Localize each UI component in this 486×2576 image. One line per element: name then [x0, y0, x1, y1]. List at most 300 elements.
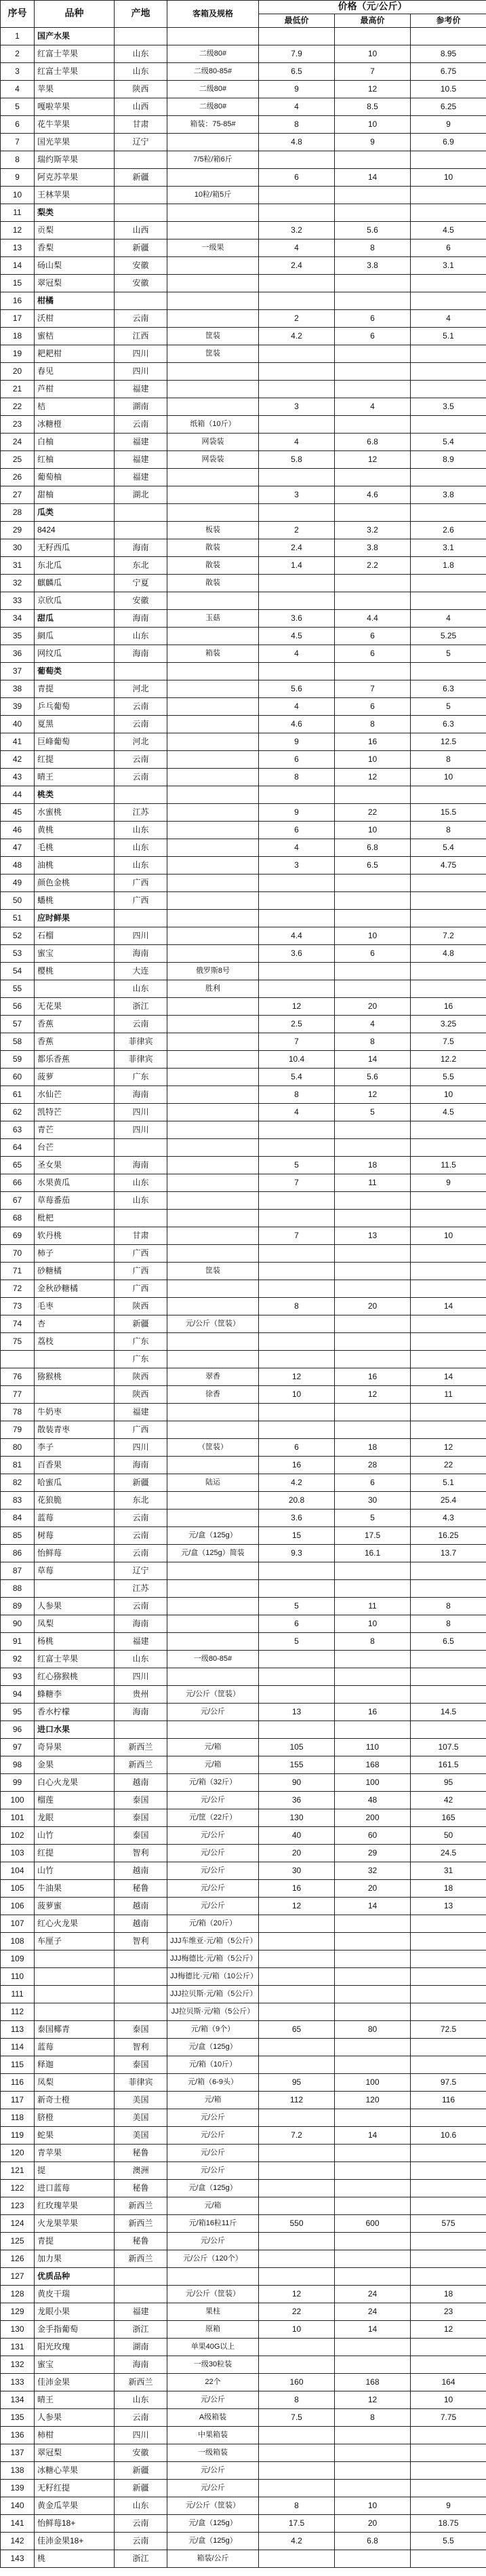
row-spec [167, 28, 259, 45]
row-number: 107 [1, 1915, 35, 1933]
row-number: 11 [1, 204, 35, 222]
table-row [1, 839, 486, 857]
row-origin: 大连 [115, 963, 167, 980]
row-max-price: 6.8 [335, 434, 411, 451]
row-spec: 元/盒（125g） [167, 2515, 259, 2533]
row-min-price: 8 [259, 1298, 335, 1315]
row-origin: 新西兰 [115, 2197, 167, 2215]
row-ref-price [411, 963, 486, 980]
category-row [1, 292, 486, 310]
table-row [1, 1016, 486, 1033]
row-spec: 玉菇 [167, 610, 259, 628]
row-number: 6 [1, 116, 35, 134]
table-row [1, 1827, 486, 1845]
table-row [1, 239, 486, 257]
row-max-price: 16 [335, 1368, 411, 1386]
row-ref-price: 3.8 [411, 486, 486, 504]
row-min-price [259, 910, 335, 927]
row-origin: 山东 [115, 2497, 167, 2515]
row-origin: 河北 [115, 680, 167, 698]
table-row [1, 2533, 486, 2550]
row-max-price [335, 2162, 411, 2180]
row-spec: 一级30粒装 [167, 2356, 259, 2374]
row-origin: 江苏 [115, 804, 167, 822]
table-row [1, 2180, 486, 2197]
row-max-price: 8 [335, 239, 411, 257]
row-name: 国产水果 [35, 28, 115, 45]
row-number: 27 [1, 486, 35, 504]
row-max-price: 8 [335, 2409, 411, 2427]
row-min-price [259, 504, 335, 522]
row-min-price [259, 1280, 335, 1298]
row-ref-price [411, 1210, 486, 1227]
row-origin: 山东 [115, 45, 167, 63]
row-max-price: 3.8 [335, 539, 411, 557]
row-ref-price [411, 469, 486, 486]
row-spec: 二级80# [167, 45, 259, 63]
row-name: 怡鲜莓 [35, 1545, 115, 1562]
row-ref-price [411, 2003, 486, 2021]
row-number: 35 [1, 628, 35, 645]
row-number [1, 1351, 35, 1368]
table-row [1, 1157, 486, 1174]
row-spec [167, 698, 259, 716]
row-max-price [335, 1315, 411, 1333]
row-ref-price: 11.5 [411, 1157, 486, 1174]
row-spec [167, 1404, 259, 1421]
row-name: 夏黑 [35, 716, 115, 733]
row-max-price: 12 [335, 1086, 411, 1104]
row-origin: 广东 [115, 1333, 167, 1351]
row-ref-price [411, 1121, 486, 1139]
row-ref-price [411, 874, 486, 892]
table-row [1, 2409, 486, 2427]
row-min-price: 17.5 [259, 2515, 335, 2533]
row-spec: 元/箱（10斤） [167, 2056, 259, 2074]
row-origin: 海南 [115, 539, 167, 557]
row-number: 67 [1, 1192, 35, 1210]
row-number: 77 [1, 1386, 35, 1404]
row-min-price: 7.5 [259, 2409, 335, 2427]
row-ref-price: 10.5 [411, 81, 486, 98]
table-row [1, 1492, 486, 1510]
row-name: 蜜宝 [35, 2356, 115, 2374]
row-min-price: 8 [259, 2391, 335, 2409]
table-row [1, 539, 486, 557]
row-origin: 山东 [115, 63, 167, 81]
row-number: 121 [1, 2162, 35, 2180]
row-ref-price: 5.5 [411, 1069, 486, 1086]
row-origin: 新疆 [115, 1315, 167, 1333]
row-origin [115, 292, 167, 310]
table-row [1, 1950, 486, 1968]
row-origin: 福建 [115, 469, 167, 486]
row-min-price [259, 363, 335, 381]
row-origin: 四川 [115, 1121, 167, 1139]
row-max-price: 200 [335, 1809, 411, 1827]
row-name: 柑橘 [35, 292, 115, 310]
row-min-price: 30 [259, 1862, 335, 1880]
row-number: 138 [1, 2462, 35, 2480]
row-max-price: 28 [335, 1457, 411, 1474]
row-max-price: 6.8 [335, 839, 411, 857]
row-max-price [335, 1404, 411, 1421]
row-ref-price: 4.3 [411, 1510, 486, 1527]
row-max-price [335, 275, 411, 292]
row-origin: 云南 [115, 310, 167, 328]
row-origin [115, 1950, 167, 1968]
row-origin [115, 504, 167, 522]
row-name [35, 1351, 115, 1368]
table-row [1, 1915, 486, 1933]
row-max-price [335, 1421, 411, 1439]
row-spec [167, 1580, 259, 1598]
row-origin: 海南 [115, 610, 167, 628]
row-name: 蛇果 [35, 2127, 115, 2145]
row-ref-price: 4 [411, 310, 486, 328]
row-max-price [335, 2427, 411, 2444]
row-spec [167, 733, 259, 751]
row-origin: 秘鲁 [115, 2233, 167, 2250]
row-name: 瑞约斯苹果 [35, 151, 115, 169]
row-spec [167, 1104, 259, 1121]
row-name: 毛枣 [35, 1298, 115, 1315]
table-row [1, 963, 486, 980]
row-min-price: 2 [259, 310, 335, 328]
row-max-price [335, 363, 411, 381]
row-number: 24 [1, 434, 35, 451]
row-origin: 宁夏 [115, 575, 167, 592]
row-origin [115, 1139, 167, 1157]
table-row [1, 1862, 486, 1880]
row-max-price: 12 [335, 769, 411, 786]
row-origin: 云南 [115, 769, 167, 786]
row-name: 香水柠檬 [35, 1704, 115, 1721]
table-row [1, 1139, 486, 1157]
row-name: 牛油果 [35, 1880, 115, 1898]
table-body [1, 28, 486, 2568]
table-row [1, 1386, 486, 1404]
row-name: 脐橙 [35, 2109, 115, 2127]
row-origin: 智利 [115, 2039, 167, 2056]
row-spec: 网袋装 [167, 434, 259, 451]
table-row [1, 328, 486, 345]
row-ref-price [411, 2427, 486, 2444]
row-number: 29 [1, 522, 35, 539]
row-min-price: 3 [259, 398, 335, 416]
row-ref-price: 9 [411, 2497, 486, 2515]
row-number: 103 [1, 1845, 35, 1862]
row-name: 火龙果苹果 [35, 2215, 115, 2233]
row-origin: 福建 [115, 1633, 167, 1651]
row-origin: 广西 [115, 874, 167, 892]
row-number: 117 [1, 2092, 35, 2109]
row-origin: 海南 [115, 645, 167, 663]
table-row [1, 1686, 486, 1704]
row-spec [167, 381, 259, 398]
row-spec [167, 892, 259, 910]
row-name: 榴莲 [35, 1792, 115, 1809]
row-number: 43 [1, 769, 35, 786]
row-number: 15 [1, 275, 35, 292]
row-number: 55 [1, 980, 35, 998]
row-max-price: 12 [335, 451, 411, 469]
row-ref-price [411, 2550, 486, 2568]
table-row [1, 451, 486, 469]
row-min-price: 4.5 [259, 628, 335, 645]
row-number: 111 [1, 1986, 35, 2003]
row-number: 130 [1, 2321, 35, 2339]
row-name: 乒乓葡萄 [35, 698, 115, 716]
row-number: 106 [1, 1898, 35, 1915]
table-row [1, 680, 486, 698]
row-spec [167, 839, 259, 857]
row-max-price: 20 [335, 1298, 411, 1315]
row-ref-price [411, 786, 486, 804]
row-spec [167, 257, 259, 275]
row-origin: 云南 [115, 2409, 167, 2427]
row-origin: 海南 [115, 1086, 167, 1104]
row-ref-price: 9 [411, 116, 486, 134]
row-name: 蜜宝 [35, 945, 115, 963]
table-row [1, 698, 486, 716]
row-number: 57 [1, 1016, 35, 1033]
row-name: 金果 [35, 1756, 115, 1774]
row-ref-price: 8 [411, 822, 486, 839]
row-max-price [335, 2233, 411, 2250]
row-ref-price: 14 [411, 1298, 486, 1315]
row-origin: 山东 [115, 2391, 167, 2409]
row-name: 柿子 [35, 1245, 115, 1263]
row-max-price: 168 [335, 1756, 411, 1774]
row-ref-price [411, 1950, 486, 1968]
row-ref-price: 6.5 [411, 1633, 486, 1651]
row-number: 71 [1, 1263, 35, 1280]
row-origin: 新西兰 [115, 1756, 167, 1774]
row-number: 94 [1, 1686, 35, 1704]
row-origin: 越南 [115, 1862, 167, 1880]
row-origin: 菲律宾 [115, 1033, 167, 1051]
table-row [1, 522, 486, 539]
row-number: 115 [1, 2056, 35, 2074]
row-spec [167, 628, 259, 645]
row-name: 瓜类 [35, 504, 115, 522]
row-number: 129 [1, 2303, 35, 2321]
table-row [1, 2092, 486, 2109]
row-origin: 澳洲 [115, 2162, 167, 2180]
row-ref-price: 97.5 [411, 2074, 486, 2092]
row-spec [167, 1492, 259, 1510]
row-min-price: 4.6 [259, 716, 335, 733]
row-spec [167, 169, 259, 187]
row-spec: 元/公斤 [167, 1792, 259, 1809]
row-number: 50 [1, 892, 35, 910]
row-origin: 云南 [115, 1510, 167, 1527]
row-min-price: 6 [259, 169, 335, 187]
row-name: 苹果 [35, 81, 115, 98]
table-row [1, 2127, 486, 2145]
row-spec: 元/箱 [167, 2092, 259, 2109]
row-min-price: 8 [259, 769, 335, 786]
row-spec [167, 222, 259, 239]
row-min-price: 4 [259, 839, 335, 857]
row-min-price: 7.2 [259, 2127, 335, 2145]
row-min-price [259, 1192, 335, 1210]
row-min-price [259, 1121, 335, 1139]
row-spec: 箱装 [167, 645, 259, 663]
row-name: 无籽西瓜 [35, 539, 115, 557]
row-name: 荔枝 [35, 1333, 115, 1351]
row-spec: 二级80-85# [167, 63, 259, 81]
row-min-price: 155 [259, 1756, 335, 1774]
table-row [1, 2250, 486, 2268]
row-ref-price: 23 [411, 2303, 486, 2321]
row-ref-price [411, 416, 486, 434]
row-spec: （筐装） [167, 1439, 259, 1457]
row-max-price: 6 [335, 645, 411, 663]
row-ref-price [411, 1280, 486, 1298]
row-max-price [335, 2356, 411, 2374]
row-origin: 泰国 [115, 1809, 167, 1827]
row-name: 猕猴桃 [35, 1368, 115, 1386]
row-max-price: 4.4 [335, 610, 411, 628]
row-spec: 元/公斤 [167, 2109, 259, 2127]
row-ref-price: 161.5 [411, 1756, 486, 1774]
row-origin: 浙江 [115, 2550, 167, 2568]
row-name [35, 1986, 115, 2003]
row-min-price [259, 1263, 335, 1280]
row-spec: 筐装 [167, 345, 259, 363]
row-spec: 胜利 [167, 980, 259, 998]
row-max-price: 6 [335, 1474, 411, 1492]
row-min-price: 4 [259, 698, 335, 716]
row-min-price: 15 [259, 1527, 335, 1545]
row-max-price [335, 1651, 411, 1668]
row-name: 草莓番茄 [35, 1192, 115, 1210]
row-name: 冰糖橙 [35, 416, 115, 434]
row-origin: 广西 [115, 1280, 167, 1298]
row-max-price: 6 [335, 328, 411, 345]
row-spec [167, 1668, 259, 1686]
row-spec: 元/盒（125g） [167, 2180, 259, 2197]
row-number: 75 [1, 1333, 35, 1351]
row-min-price: 7 [259, 1227, 335, 1245]
row-name: 凤梨 [35, 2074, 115, 2092]
table-row [1, 310, 486, 328]
table-row [1, 363, 486, 381]
row-spec: 元/公斤 [167, 2462, 259, 2480]
row-number: 42 [1, 751, 35, 769]
row-min-price: 105 [259, 1739, 335, 1756]
row-origin [115, 2268, 167, 2286]
row-number: 73 [1, 1298, 35, 1315]
row-origin: 山东 [115, 1192, 167, 1210]
table-row [1, 381, 486, 398]
table-row [1, 187, 486, 204]
row-min-price [259, 292, 335, 310]
row-name: 網瓜 [35, 628, 115, 645]
row-min-price: 36 [259, 1792, 335, 1809]
row-origin: 四川 [115, 1668, 167, 1686]
row-ref-price [411, 2268, 486, 2286]
row-name: 巨峰葡萄 [35, 733, 115, 751]
row-min-price: 95 [259, 2074, 335, 2092]
table-row [1, 1545, 486, 1562]
row-min-price [259, 786, 335, 804]
row-spec [167, 1457, 259, 1474]
row-max-price: 10 [335, 822, 411, 839]
table-row [1, 416, 486, 434]
row-spec [167, 751, 259, 769]
table-row [1, 398, 486, 416]
category-row [1, 2268, 486, 2286]
row-max-price [335, 786, 411, 804]
row-ref-price: 5.4 [411, 434, 486, 451]
row-number: 93 [1, 1668, 35, 1686]
row-number: 58 [1, 1033, 35, 1051]
row-spec: 元/公斤（筐装） [167, 1315, 259, 1333]
row-spec: 散装 [167, 539, 259, 557]
table-row [1, 2197, 486, 2215]
row-max-price [335, 1245, 411, 1263]
row-spec [167, 1051, 259, 1069]
row-spec [167, 857, 259, 874]
row-min-price: 6 [259, 751, 335, 769]
row-max-price [335, 2039, 411, 2056]
row-spec [167, 786, 259, 804]
row-max-price: 3.2 [335, 522, 411, 539]
row-origin: 泰国 [115, 1827, 167, 1845]
row-name: 红富士苹果 [35, 1651, 115, 1668]
table-row [1, 2462, 486, 2480]
row-name: 菠萝蜜 [35, 1898, 115, 1915]
row-origin: 河北 [115, 733, 167, 751]
row-name: 王林苹果 [35, 187, 115, 204]
row-spec: 筐装 [167, 1263, 259, 1280]
row-min-price: 16 [259, 1457, 335, 1474]
table-row [1, 1280, 486, 1298]
row-max-price [335, 1351, 411, 1368]
row-ref-price: 10 [411, 2391, 486, 2409]
row-spec: 一级果 [167, 239, 259, 257]
row-max-price [335, 2197, 411, 2215]
row-min-price: 5 [259, 1633, 335, 1651]
row-ref-price: 116 [411, 2092, 486, 2109]
row-ref-price [411, 2056, 486, 2074]
row-name: 8424 [35, 522, 115, 539]
row-spec [167, 1562, 259, 1580]
row-spec: 元/公斤 [167, 2145, 259, 2162]
row-number: 25 [1, 451, 35, 469]
row-min-price [259, 204, 335, 222]
row-spec [167, 134, 259, 151]
row-min-price: 550 [259, 2215, 335, 2233]
row-min-price [259, 2427, 335, 2444]
row-ref-price [411, 1404, 486, 1421]
row-ref-price [411, 504, 486, 522]
row-name: 都乐香蕉 [35, 1051, 115, 1069]
row-max-price: 14 [335, 2127, 411, 2145]
row-name: 菠萝 [35, 1069, 115, 1086]
table-row [1, 63, 486, 81]
row-min-price [259, 592, 335, 610]
row-ref-price [411, 187, 486, 204]
row-spec: 元/箱（9个） [167, 2021, 259, 2039]
row-spec [167, 1157, 259, 1174]
table-row [1, 2321, 486, 2339]
row-name: 毛桃 [35, 839, 115, 857]
row-min-price: 4.8 [259, 134, 335, 151]
